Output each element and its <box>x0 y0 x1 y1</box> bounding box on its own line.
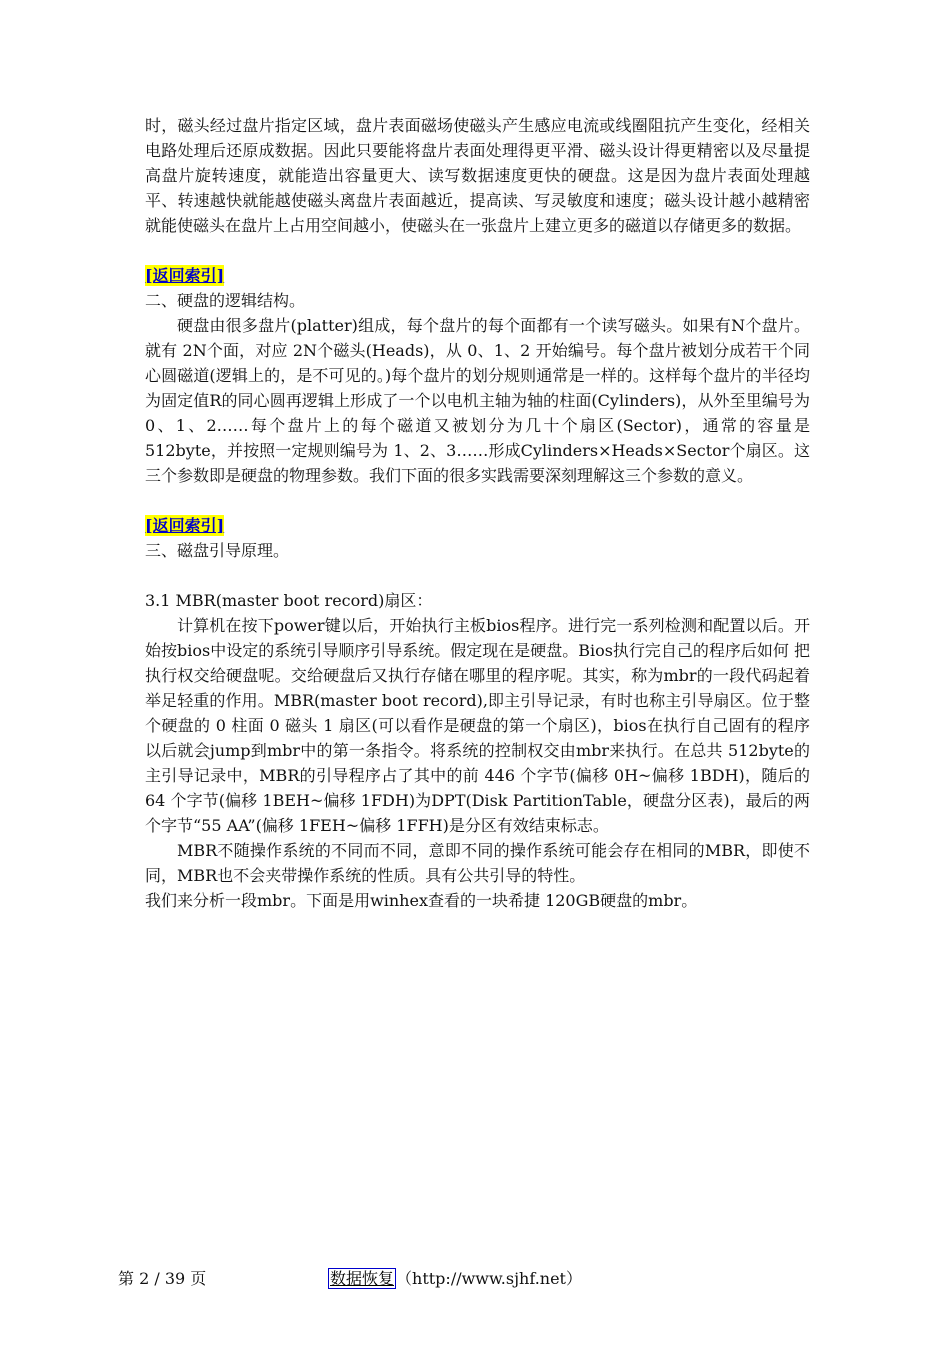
mbr-paragraph-3: 我们来分析一段mbr。下面是用winhex查看的一块希捷 120GB硬盘的mbr。 <box>145 891 698 910</box>
spacer <box>145 563 810 588</box>
data-recovery-link[interactable]: 数据恢复 <box>330 1269 395 1288</box>
document-page <box>145 113 810 913</box>
mbr-paragraph-2: MBR不随操作系统的不同而不同，意即不同的操作系统可能会存在相同的MBR，即使不同，MBR也不会夹带操作系统的性质。具有公共引导的特性。 <box>145 841 810 885</box>
mbr-paragraph-1: 计算机在按下power键以后，开始执行主板bios程序。进行完一系列检测和配置以后。开始按bios中设定的系统引导顺序引导系统。假定现在是硬盘。Bios执行完自己的程序后如何 把执行权交给硬盘呢。交给硬盘后又执行存储在哪里的程序呢。其实，称为mbr的一段代码起着举足轻重的作用。MBR(master boot record),即主引导记录，有时也称主引导扇区。位于整个硬盘的 0 柱面 0 磁头 1 扇区(可以看作是硬盘的第一个扇区)，bios在执行自己固有的程序以后就会jump到mbr中的第一条指令。将系统的控制权交由mbr来执行。在总共 512byte的主引导记录中，MBR的引导程序占了其中的前 446 个字节(偏移 0H~偏移 1BDH)，随后的 64 个字节(偏移 1BEH~偏移 1FDH)为DPT(Disk PartitionTable，硬盘分区表)，最后的两个字节“55 AA”(偏移 1FEH~偏移 1FFH)是分区有效结束标志。 <box>145 616 811 835</box>
page-footer <box>118 1268 818 1290</box>
page-number: 第 2 / 39 页 <box>118 1269 207 1288</box>
back-to-index-link[interactable]: [返回索引] <box>145 266 225 285</box>
section3-heading: 三、磁盘引导原理。 <box>145 541 290 560</box>
section2-body-paragraph: 硬盘由很多盘片(platter)组成，每个盘片的每个面都有一个读写磁头。如果有N个盘片。就有 2N个面，对应 2N个磁头(Heads)，从 0、1、2 开始编号。每个盘片被划分成若干个同心圆磁道(逻辑上的，是不可见的。)每个盘片的划分规则通常是一样的。这样每个盘片的半径均为固定值R的同心圆再逻辑上形成了一个以电机主轴为轴的柱面(Cylinders)，从外至里编号为 0、1、2……每个盘片上的每个磁道又被划分为几十个扇区(Sector)，通常的容量是 512byte，并按照一定规则编号为 1、2、3……形成Cylinders×Heads×Sector个扇区。这三个参数即是硬盘的物理参数。我们下面的很多实践需要深刻理解这三个参数的意义。 <box>145 316 810 485</box>
section2-heading: 二、硬盘的逻辑结构。 <box>145 291 306 310</box>
spacer <box>145 238 810 263</box>
site-url-text: （http://www.sjhf.net） <box>396 1269 582 1288</box>
back-to-index-link[interactable]: [返回索引] <box>145 516 225 535</box>
section1-continued-paragraph: 时，磁头经过盘片指定区域，盘片表面磁场使磁头产生感应电流或线圈阻抗产生变化，经相关电路处理后还原成数据。因此只要能将盘片表面处理得更平滑、磁头设计得更精密以及尽量提高盘片旋转速度，就能造出容量更大、读写数据速度更快的硬盘。这是因为盘片表面处理越平、转速越快就能越使磁头离盘片表面越近，提高读、写灵敏度和速度；磁头设计越小越精密就能使磁头在盘片上占用空间越小，使磁头在一张盘片上建立更多的磁道以存储更多的数据。 <box>145 116 810 235</box>
section3-subheading: 3.1 MBR(master boot record)扇区： <box>145 591 433 610</box>
spacer <box>145 488 810 513</box>
